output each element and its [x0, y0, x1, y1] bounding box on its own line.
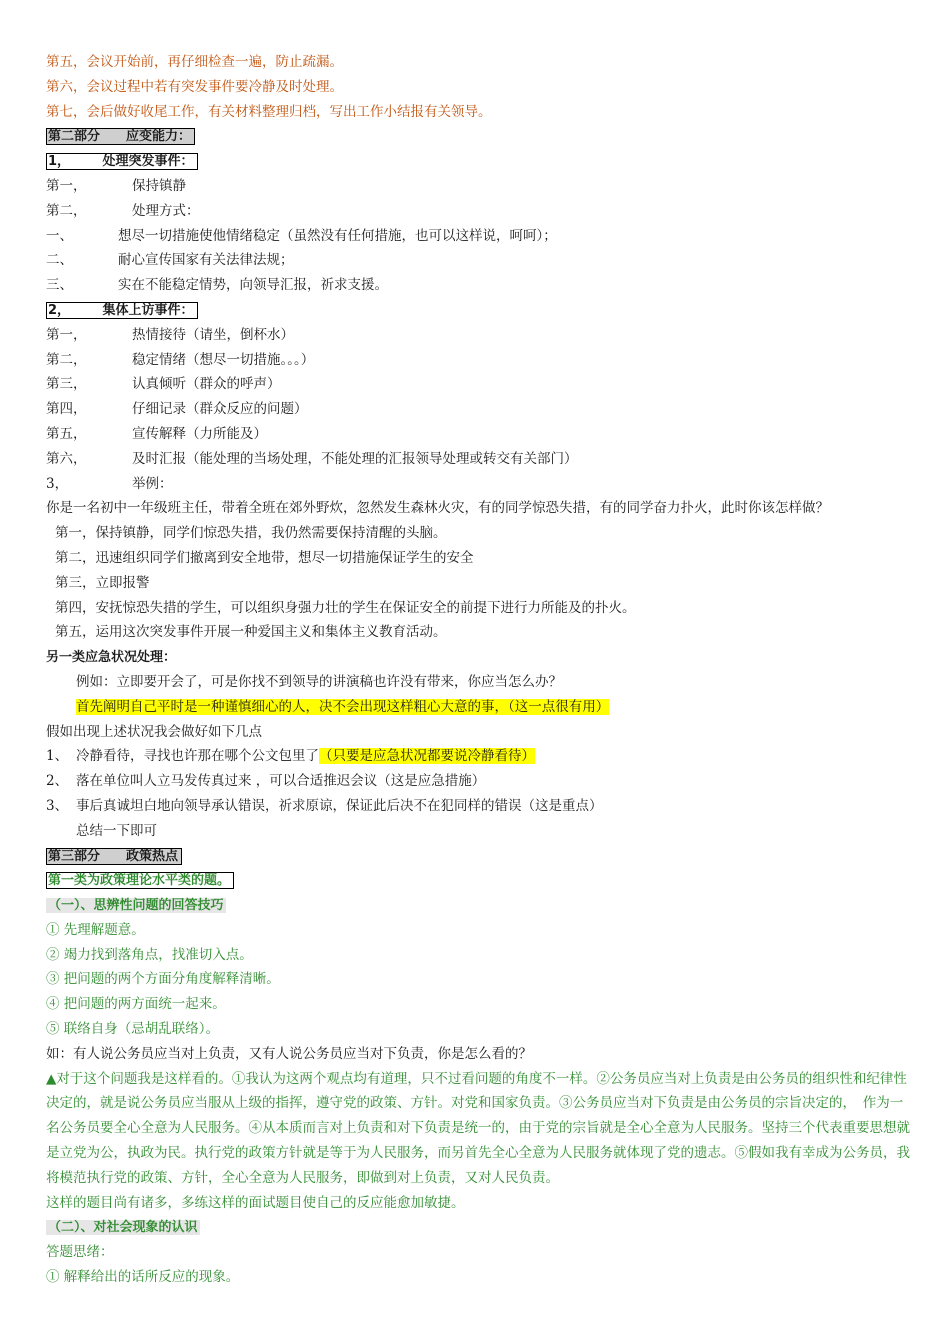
example-question: 如：有人说公务员应当对上负责，又有人说公务员应当对下负责，你是怎么看的？ — [46, 1045, 532, 1062]
list-item: 第二， 稳定情绪（想尽一切措施。。。） — [46, 351, 315, 368]
list-item: 第二，迅速组织同学们撤离到安全地带，想尽一切措施保证学生的安全 — [55, 549, 474, 566]
highlight-text: 首先阐明自己平时是一种谨慎细心的人，决不会出现这样粗心大意的事，（这一点很有用） — [76, 698, 610, 715]
highlight-text: （只要是应急状况都要说冷静看待） — [319, 748, 535, 765]
list-item: 二、 耐心宣传国家有关法律法规； — [46, 252, 294, 269]
body-text: 总结一下即可 — [76, 822, 157, 839]
list-item: 1、 冷静看待，寻找也许那在哪个公文包里了（只要是应急状况都要说冷静看待） — [46, 748, 535, 765]
example-heading: 3， 举例： — [46, 475, 173, 492]
list-item: ① 先理解题意。 — [46, 921, 145, 938]
list-item: 第一，保持镇静，同学们惊恐失措，我仍然需要保持清醒的头脑。 — [55, 525, 447, 542]
answer-paragraph: ▲对于这个问题我是这样看的。①我认为这两个观点均有道理，只不过看问题的角度不一样。②公务员应当对上负责是由公务员的组织性和纪律性决定的，就是说公务员应当服从上级的指挥，遵守党的政策、方针。对党和国家负责。③公务员应当对下负责是由公务员的宗旨决定的， 作为一名公务员要全心全意为人民服务。④从本质而言对上负责和对下负责是统一的，由于党的宗旨就是全心全意为人民服务。坚持三个代表重要思想就是立党为公，执政为民。执行党的政策方针就是等于为人民服务，而另首先全心全意为人民服务就体现了党的遗志。⑤假如我有幸成为公务员，我将模范执行党的政策、方针，全心全意为人民服务，即做到对上负责，又对人民负责。 — [46, 1070, 910, 1186]
list-item: ⑤ 联络自身（忌胡乱联络）。 — [46, 1021, 220, 1038]
triangle-icon: ▲ — [46, 1070, 57, 1087]
list-item: 第四， 仔细记录（群众反应的问题） — [46, 401, 308, 418]
list-item: 一、 想尽一切措施使他情绪稳定（虽然没有任何措施，也可以这样说，呵呵）； — [46, 227, 557, 244]
list-item: 三、 实在不能稳定情势，向领导汇报，祈求支援。 — [46, 277, 388, 294]
emergency-heading: 1， 处理突发事件： — [46, 153, 198, 170]
list-item: 第四，安抚惊恐失措的学生，可以组织身强力壮的学生在保证安全的前提下进行力所能及的扑火。 — [55, 599, 636, 616]
list-item: 第三，立即报警 — [55, 574, 150, 591]
section-heading: （一）、思辨性问题的回答技巧 — [48, 898, 224, 914]
example-question: 你是一名初中一年级班主任，带着全班在郊外野炊，忽然发生森林火灾，有的同学惊恐失措，有的同学奋力扑火，此时你该怎样做？ — [46, 500, 829, 517]
list-item: 第二， 处理方式： — [46, 202, 200, 219]
category-heading: 第一类为政策理论水平类的题。 — [46, 872, 234, 889]
body-text: 假如出现上述状况我会做好如下几点 — [46, 723, 262, 740]
part3-heading: 第三部分 政策热点 — [46, 848, 182, 865]
body-text: 答题思绪： — [46, 1244, 114, 1261]
list-item: 第一， 保持镇静 — [46, 177, 186, 194]
list-item: 第五，运用这次突发事件开展一种爱国主义和集体主义教育活动。 — [55, 624, 447, 641]
list-item: ② 竭力找到落角点，找准切入点。 — [46, 946, 253, 963]
list-item: ④ 把问题的两方面统一起来。 — [46, 996, 226, 1013]
list-item: 第一， 热情接待（请坐，倒杯水） — [46, 326, 294, 343]
meeting-step-5: 第五，会议开始前，再仔细检查一遍，防止疏漏。 — [46, 54, 343, 70]
body-text: 这样的题目尚有诸多，多练这样的面试题目使自己的反应能愈加敏捷。 — [46, 1194, 465, 1211]
document-page — [46, 50, 916, 1290]
section-heading: （二）、对社会现象的认识 — [48, 1220, 198, 1236]
meeting-step-6: 第六，会议过程中若有突发事件要冷静及时处理。 — [46, 78, 343, 95]
other-emergency-heading: 另一类应急状况处理： — [46, 650, 177, 666]
meeting-step-7: 第七，会后做好收尾工作，有关材料整理归档，写出工作小结报有关领导。 — [46, 103, 492, 120]
list-item: 2、 落在单位叫人立马发传真过来 ，可以合适推迟会议（这是应急措施） — [46, 773, 486, 790]
example-text: 例如：立即要开会了，可是你找不到领导的讲演稿也许没有带来，你应当怎么办？ — [76, 673, 562, 690]
list-item: ① 解释给出的话所反应的现象。 — [46, 1269, 240, 1286]
list-item: 第三， 认真倾听（群众的呼声） — [46, 376, 281, 393]
list-item: 第六， 及时汇报（能处理的当场处理，不能处理的汇报领导处理或转交有关部门） — [46, 450, 578, 467]
list-item: ③ 把问题的两个方面分角度解释清晰。 — [46, 971, 280, 988]
part2-heading: 第二部分 应变能力： — [46, 128, 195, 145]
petition-heading: 2， 集体上访事件： — [46, 302, 198, 319]
list-item: 3、 事后真诚坦白地向领导承认错误，祈求原谅，保证此后决不在犯同样的错误（这是重点） — [46, 797, 603, 814]
list-item: 第五， 宣传解释（力所能及） — [46, 425, 267, 442]
